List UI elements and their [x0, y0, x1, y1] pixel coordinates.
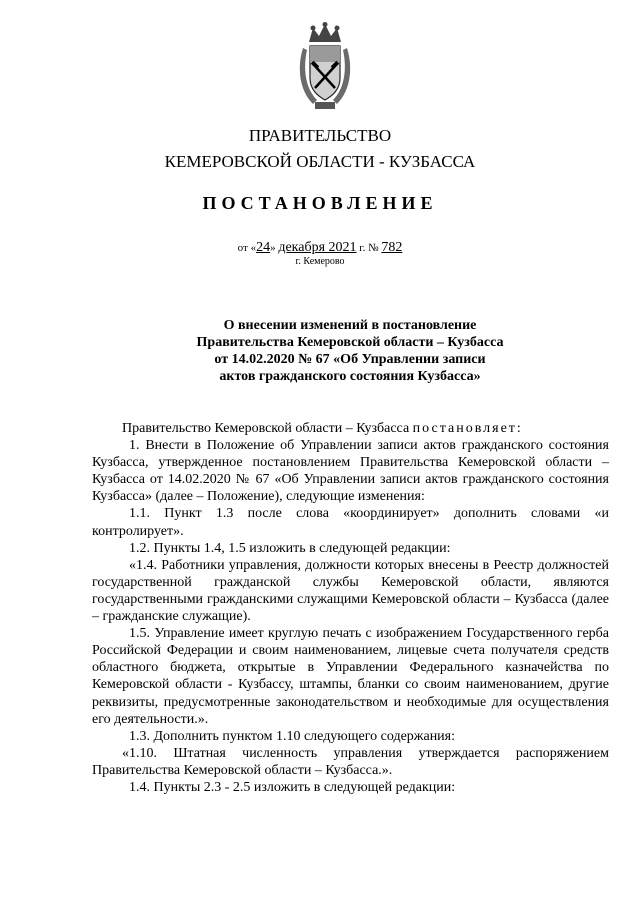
- document-body: [92, 420, 609, 796]
- intro-resolves: постановляет:: [412, 421, 523, 436]
- document-number: 782: [381, 240, 403, 255]
- number-label: №: [368, 242, 379, 254]
- paragraph-1-4b: 1.4. Пункты 2.3 - 2.5 изложить в следующей редакции:: [129, 779, 456, 795]
- subject-line: актов гражданского состояния Кузбасса»: [219, 369, 481, 384]
- subject-heading: [150, 317, 550, 385]
- paragraph-1-2: 1.2. Пункты 1.4, 1.5 изложить в следующей редакции:: [129, 540, 451, 556]
- date-month-year: декабря 2021: [278, 240, 357, 255]
- date-mid: »: [270, 242, 276, 254]
- date-year-suffix: г.: [359, 242, 366, 254]
- intro-text: Правительство Кемеровской области – Кузбасса: [122, 421, 410, 436]
- paragraph-1-4: «1.4. Работники управления, должности которых внесены в Реестр должностей государственной гражданской службы Кемеровской области, являются государственными гражданскими служащими Кемеровской области – Кузбасса (далее – гражданские служащие).: [92, 557, 609, 625]
- paragraph-1-5: 1.5. Управление имеет круглую печать с изображением Государственного герба Российской Федерации и своим наименованием, лицевые счета получателя средств областного бюджета, открытые в Управлении Федерального казначейства по Кемеровской области - Кузбассу, штампы, бланки со своим наименованием, другие реквизиты, предусмотренные законодательством и необходимые для осуществления его деятельности.».: [92, 626, 609, 727]
- government-name-line2: КЕМЕРОВСКОЙ ОБЛАСТИ - КУЗБАССА: [164, 152, 476, 171]
- paragraph-1-10: «1.10. Штатная численность управления утверждается распоряжением Правительства Кемеровской области – Кузбасса.».: [92, 745, 609, 778]
- document-type-title: ПОСТАНОВЛЕНИЕ: [202, 193, 438, 213]
- subject-line: Правительства Кемеровской области – Кузбасса: [196, 335, 504, 350]
- subject-line: О внесении изменений в постановление: [223, 318, 477, 333]
- city-name: г. Кемерово: [295, 256, 345, 267]
- date-prefix: от «: [237, 242, 257, 254]
- subject-line: от 14.02.2020 № 67 «Об Управлении записи: [214, 352, 486, 367]
- date-day: 24: [256, 240, 271, 255]
- paragraph-1: 1. Внести в Положение об Управлении записи актов гражданского состояния Кузбасса, утвержденное постановлением Правительства Кемеровской области – Кузбасса от 14.02.2020 № 67 «Об Управлении записи актов гражданского состояния Кузбасса» (далее – Положение), следующие изменения:: [92, 438, 609, 505]
- paragraph-1-3: 1.3. Дополнить пунктом 1.10 следующего содержания:: [129, 728, 456, 744]
- coat-of-arms-icon: [295, 22, 355, 112]
- government-name-line1: ПРАВИТЕЛЬСТВО: [248, 126, 392, 145]
- paragraph-1-1: 1.1. Пункт 1.3 после слова «координирует» дополнить словами «и контролирует».: [92, 506, 609, 539]
- date-number-line: [0, 240, 640, 256]
- intro-paragraph: [92, 420, 609, 437]
